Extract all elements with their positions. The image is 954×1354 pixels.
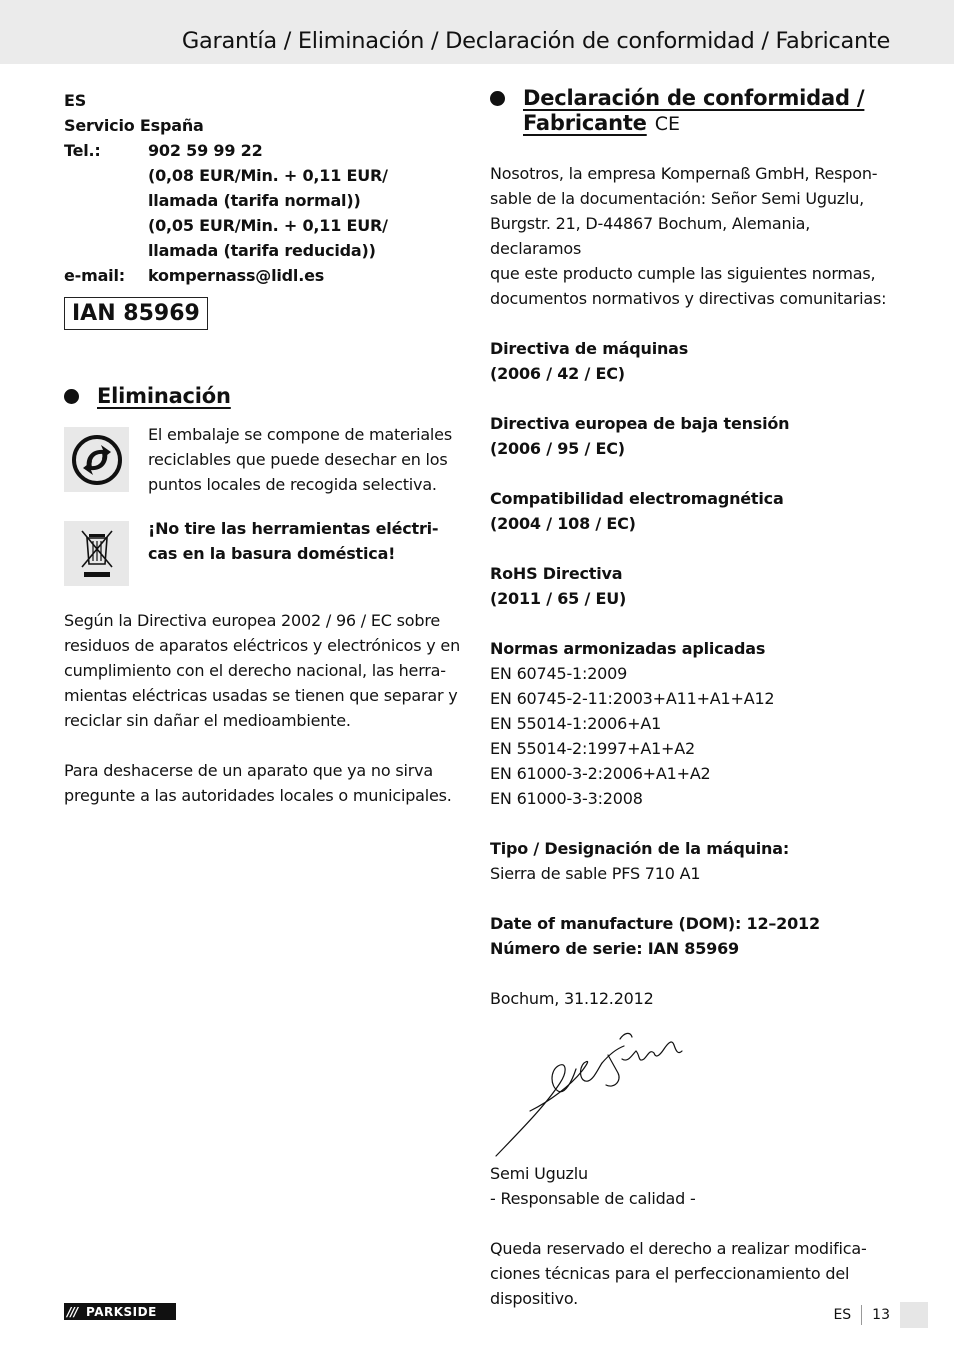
footer-language: ES (833, 1307, 852, 1323)
directive-code: (2011 / 65 / EU) (490, 589, 627, 608)
page-number: 13 (872, 1307, 890, 1323)
paragraph-line: Burgstr. 21, D-44867 Bochum, Alemania, declaramos (490, 214, 811, 258)
paragraph-line: ciones técnicas para el perfeccionamiento del (490, 1264, 850, 1283)
paragraph-line: dispositivo. (490, 1289, 579, 1308)
tel-line: 902 59 99 22 (148, 141, 263, 160)
standard-item: EN 55014-2:1997+A1+A2 (490, 739, 695, 758)
warning-line: cas en la basura doméstica! (148, 544, 396, 563)
paragraph-line: Para deshacerse de un aparato que ya no sirva (64, 761, 433, 780)
paragraph-line: Según la Directiva europea 2002 / 96 / EC sobre (64, 611, 440, 630)
service-contact (64, 88, 464, 288)
directive-name: Compatibilidad electromagnética (490, 489, 784, 508)
standards-heading: Normas armonizadas aplicadas (490, 639, 766, 658)
packaging-line: El embalaje se compone de materiales (148, 425, 452, 444)
paragraph-line: Queda reservado el derecho a realizar modifica- (490, 1239, 867, 1258)
disposal-heading: Eliminación (97, 384, 231, 408)
machine-type-heading: Tipo / Designación de la máquina: (490, 839, 790, 858)
directive-code: (2006 / 42 / EC) (490, 364, 625, 383)
tel-line: llamada (tarifa normal)) (148, 191, 361, 210)
paragraph-line: mientas eléctricas usadas se tienen que separar y (64, 686, 458, 705)
paragraph-line: cumplimiento con el derecho nacional, las herra- (64, 661, 446, 680)
footer-tab (900, 1302, 928, 1328)
signer (490, 1161, 900, 1211)
conformity-heading-line2: Fabricante (523, 111, 647, 135)
ian-number-box: IAN 85969 (64, 297, 208, 330)
tool-disposal-warning (64, 521, 464, 586)
packaging-note (64, 427, 464, 497)
directive-code: (2004 / 108 / EC) (490, 514, 636, 533)
directive-machines (490, 336, 900, 386)
section-heading-disposal (64, 384, 464, 409)
machine-type-value: Sierra de sable PFS 710 A1 (490, 864, 701, 883)
paragraph-line: reciclar sin dañar el medioambiente. (64, 711, 351, 730)
recycle-icon (64, 427, 129, 492)
conformity-heading-line1: Declaración de conformidad / (523, 86, 865, 110)
page-footer (833, 1302, 928, 1328)
tel-line: llamada (tarifa reducida)) (148, 241, 376, 260)
place-date: Bochum, 31.12.2012 (490, 989, 654, 1008)
crossed-bin-icon (64, 521, 129, 586)
paragraph-line: que este producto cumple las siguientes normas, (490, 264, 876, 283)
standard-item: EN 55014-1:2006+A1 (490, 714, 662, 733)
paragraph-line: residuos de aparatos eléctricos y electrónicos y en (64, 636, 461, 655)
email-link[interactable]: kompernass@lidl.es (148, 266, 325, 285)
tel-line: (0,05 EUR/Min. + 0,11 EUR/ (148, 216, 388, 235)
directive-rohs (490, 561, 900, 611)
serial-number: Número de serie: IAN 85969 (490, 939, 739, 958)
standard-item: EN 61000-3-3:2008 (490, 789, 643, 808)
signature (490, 1011, 900, 1161)
section-heading-conformity (490, 86, 900, 137)
directive-paragraph (64, 608, 464, 733)
paragraph-line: pregunte a las autoridades locales o municipales. (64, 786, 452, 805)
logo-slashes: /// (67, 1304, 78, 1319)
directive-low-voltage (490, 411, 900, 461)
standard-item: EN 60745-2-11:2003+A11+A1+A12 (490, 689, 775, 708)
parkside-logo (64, 1303, 176, 1320)
warning-line: ¡No tire las herramientas eléctri- (148, 519, 439, 538)
tel-line: (0,08 EUR/Min. + 0,11 EUR/ (148, 166, 388, 185)
packaging-line: reciclables que puede desechar en los (148, 450, 448, 469)
standard-item: EN 61000-3-2:2006+A1+A2 (490, 764, 711, 783)
paragraph-line: documentos normativos y directivas comunitarias: (490, 289, 887, 308)
page-title: Garantía / Eliminación / Declaración de conformidad / Fabricante (181, 28, 890, 54)
paragraph-line: Nosotros, la empresa Kompernaß GmbH, Respon- (490, 164, 878, 183)
logo-text: PARKSIDE (86, 1304, 157, 1319)
directive-name: Directiva de máquinas (490, 339, 689, 358)
country-code: ES (64, 91, 87, 110)
authority-paragraph (64, 758, 464, 808)
right-column (490, 88, 900, 1311)
bullet-icon (490, 91, 505, 106)
left-column (64, 88, 464, 808)
paragraph-line: sable de la documentación: Señor Semi Uguzlu, (490, 189, 865, 208)
tel-label: Tel.: (64, 141, 101, 160)
bullet-icon (64, 389, 79, 404)
signer-name: Semi Uguzlu (490, 1164, 588, 1183)
directive-name: RoHS Directiva (490, 564, 623, 583)
harmonized-standards (490, 636, 900, 811)
reservation-notice (490, 1236, 900, 1311)
machine-type (490, 836, 900, 886)
packaging-line: puntos locales de recogida selectiva. (148, 475, 437, 494)
directive-name: Directiva europea de baja tensión (490, 414, 790, 433)
standard-item: EN 60745-1:2009 (490, 664, 628, 683)
declaration-intro (490, 161, 900, 311)
manufacture-info (490, 911, 900, 961)
signer-role: - Responsable de calidad - (490, 1189, 696, 1208)
directive-code: (2006 / 95 / EC) (490, 439, 625, 458)
directive-emc (490, 486, 900, 536)
service-name: Servicio España (64, 116, 204, 135)
email-label: e-mail: (64, 266, 125, 285)
ce-mark-icon: CE (654, 113, 681, 135)
date-of-manufacture: Date of manufacture (DOM): 12–2012 (490, 914, 820, 933)
